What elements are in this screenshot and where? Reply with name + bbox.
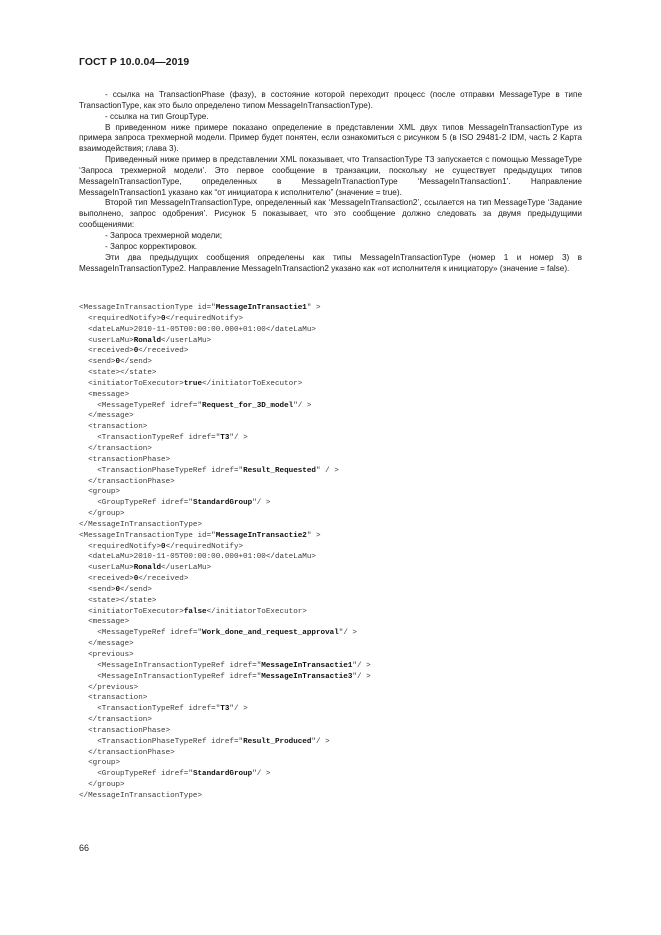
code-line — [79, 346, 371, 357]
code-line-value: MessageInTransactie1 — [261, 661, 353, 670]
code-line-value: false — [183, 607, 207, 616]
code-line — [79, 466, 371, 477]
code-line-value: 0 — [133, 347, 139, 356]
code-line — [79, 715, 371, 726]
code-line — [79, 542, 371, 553]
code-line — [79, 596, 371, 607]
code-line-tail: </userLaMu> — [161, 336, 212, 345]
paragraph-7: - Запрос корректировок. — [105, 241, 198, 251]
code-line-text: <received> — [79, 575, 134, 584]
code-line — [79, 401, 371, 412]
code-line — [79, 520, 371, 531]
code-line-text: <dateLaMu>2010-11-05T00:00:00.000+01:00</dateLaMu> — [79, 553, 316, 562]
code-line-value: Ronald — [133, 564, 162, 573]
code-line-text: </transactionPhase> — [79, 477, 175, 486]
code-line-tail: </initiatorToExecutor> — [202, 379, 303, 388]
code-line — [79, 487, 371, 498]
code-line-value: true — [183, 379, 203, 388]
paragraph-3: В приведенном ниже примере показано определение в представлении XML двух типов MessageInTransactionType из примера запроса трехмерной модели. Пример будет понятен, если ознакомиться с рисунком 5 (в ISO 29481-2 IDM, часть 2 Карта взаимодействия; глава 3). — [79, 122, 582, 154]
code-line-text: <TransactionPhaseTypeRef idref=" — [79, 466, 244, 475]
code-line-tail: "/ > — [229, 705, 248, 714]
code-line-tail: "/ > — [338, 629, 357, 638]
code-line-tail: "/ > — [293, 401, 312, 410]
code-line — [79, 726, 371, 737]
code-line-value: 0 — [161, 542, 166, 551]
code-line-value: Work_done_and_request_approval — [202, 629, 339, 638]
code-line-text: <MessageInTransactionTypeRef idref=" — [79, 672, 262, 681]
code-line — [79, 748, 371, 759]
code-line-text: <state></state> — [79, 596, 157, 605]
code-line — [79, 531, 371, 542]
code-line-text: <TransactionTypeRef idref=" — [79, 434, 221, 443]
code-line-text: <initiatorToExecutor> — [79, 607, 184, 616]
paragraph-1: - ссылка на TransactionPhase (фазу), в состояние которой переходит процесс (после отправки MessageType в типе TransactionType, как это было определено типом MessageInTransactionType). — [79, 90, 582, 110]
code-line-text: <MessageTypeRef idref=" — [79, 629, 203, 638]
paragraph-4: Приведенный ниже пример в представлении XML показывает, что TransactionType T3 запускается с помощью MessageType ‘Запроса трехмерной модели’. Это первое сообщение в транзакции, поскольку не существует предыдущих типов MessageInTransactionType, определенных в MessageInTranactionType ‘MessageInTransaction1’. Направление MessageInTransaction1 указано как “от инициатора к исполнителю” (значение = true). — [79, 155, 582, 197]
code-line — [79, 477, 371, 488]
code-line-tail: </received> — [138, 347, 189, 356]
code-line-value: MessageInTransactie2 — [215, 531, 307, 540]
code-line-text: <transaction> — [79, 423, 148, 432]
code-line-text: </message> — [79, 640, 134, 649]
code-line — [79, 314, 371, 325]
code-line-tail: " / > — [315, 466, 339, 475]
code-line-text: </transaction> — [79, 716, 152, 725]
code-line-text: <TransactionTypeRef idref=" — [79, 705, 221, 714]
code-line-tail: "/ > — [352, 661, 371, 670]
code-line — [79, 411, 371, 422]
code-line-text: <MessageInTransactionTypeRef idref=" — [79, 661, 262, 670]
code-line-text: <requiredNotify> — [79, 314, 162, 323]
page-header-standard: ГОСТ Р 10.0.04—2019 — [79, 57, 190, 68]
code-line-value: 0 — [161, 314, 166, 323]
code-line-text: <state></state> — [79, 369, 157, 378]
code-line — [79, 758, 371, 769]
code-line-value: Request_for_3D_model — [202, 401, 294, 410]
code-line-text: <send> — [79, 358, 116, 367]
paragraph-5: Второй тип MessageInTransactionType, определенный как ‘MessageInTransaction2’, ссылается на тип MessageType ‘Задание выполнено, запрос одобрения’. Рисунок 5 показывает, что это сообщение должно следовать за двумя предыдущими сообщениями: — [79, 198, 582, 230]
code-line-tail: </requiredNotify> — [165, 314, 244, 323]
code-line-text: <MessageTypeRef idref=" — [79, 401, 203, 410]
code-line — [79, 661, 371, 672]
code-line-text: <GroupTypeRef idref=" — [79, 770, 193, 779]
code-line-text: <requiredNotify> — [79, 542, 162, 551]
code-line — [79, 390, 371, 401]
code-line-text: <received> — [79, 347, 134, 356]
code-line-tail: </send> — [120, 585, 152, 594]
code-line-tail: "/ > — [252, 499, 271, 508]
code-line-tail: "/ > — [229, 434, 248, 443]
code-line — [79, 628, 371, 639]
paragraph-2: - ссылка на тип GroupType. — [105, 111, 209, 121]
paragraph-8: Эти два предыдущих сообщения определены как типы MessageInTransactionType (номер 1 и номер 3) в MessageInTransactionType2. Направление MessageInTransaction2 указано как «от исполнителя к инициатору» (значение = false). — [79, 252, 582, 273]
code-line-value: T3 — [220, 434, 230, 443]
code-line — [79, 780, 371, 791]
code-line — [79, 444, 371, 455]
code-line-value: StandardGroup — [192, 770, 253, 779]
code-line — [79, 563, 371, 574]
page-number: 66 — [79, 843, 90, 853]
code-line-value: 0 — [115, 358, 121, 367]
code-line-tail: </userLaMu> — [161, 564, 212, 573]
code-line — [79, 574, 371, 585]
code-line-text: <transactionPhase> — [79, 455, 171, 464]
code-line-text: <send> — [79, 585, 116, 594]
code-line-text: </group> — [79, 781, 125, 790]
code-line — [79, 650, 371, 661]
code-line-text: <initiatorToExecutor> — [79, 379, 184, 388]
code-line — [79, 325, 371, 336]
code-line — [79, 368, 371, 379]
code-line-text: </MessageInTransactionType> — [79, 791, 203, 800]
paragraph-6: - Запроса трехмерной модели; — [105, 230, 223, 240]
code-line-text: <userLaMu> — [79, 564, 134, 573]
code-line — [79, 683, 371, 694]
code-line-tail: " > — [306, 304, 321, 312]
code-line-text: <group> — [79, 759, 121, 768]
code-line — [79, 336, 371, 347]
code-line-text: <message> — [79, 390, 130, 399]
code-line-text: </message> — [79, 412, 134, 421]
code-line-value: Ronald — [133, 336, 162, 345]
code-line — [79, 607, 371, 618]
code-line-text: <TransactionPhaseTypeRef idref=" — [79, 737, 244, 746]
code-line-value: 0 — [115, 585, 121, 594]
code-line — [79, 617, 371, 628]
code-line-tail: "/ > — [311, 737, 330, 746]
code-line-tail: "/ > — [352, 672, 371, 681]
code-line-value: 0 — [133, 575, 139, 584]
code-line-tail: </received> — [138, 575, 189, 584]
code-line — [79, 379, 371, 390]
code-line — [79, 704, 371, 715]
code-line-text: </previous> — [79, 683, 139, 692]
code-line-text: </MessageInTransactionType> — [79, 520, 203, 529]
code-line-value: T3 — [220, 705, 230, 714]
code-line-value: Result_Produced — [243, 737, 312, 746]
code-line-value: MessageInTransactie3 — [261, 672, 353, 681]
code-line — [79, 455, 371, 466]
code-line-text: <dateLaMu>2010-11-05T00:00:00.000+01:00</dateLaMu> — [79, 325, 316, 334]
code-line-value: Result_Requested — [243, 466, 316, 475]
code-line-value: MessageInTransactie1 — [215, 304, 307, 312]
code-line-tail: </initiatorToExecutor> — [206, 607, 307, 616]
code-line — [79, 422, 371, 433]
code-line-text: <GroupTypeRef idref=" — [79, 499, 193, 508]
code-line-text: <previous> — [79, 651, 134, 659]
code-line-text: <userLaMu> — [79, 336, 134, 345]
code-line — [79, 433, 371, 444]
code-line-text: <MessageInTransactionType id=" — [79, 304, 216, 312]
code-line — [79, 509, 371, 520]
code-line — [79, 639, 371, 650]
code-line — [79, 585, 371, 596]
code-line-text: </transactionPhase> — [79, 748, 175, 757]
code-line — [79, 737, 371, 748]
code-line-text: <group> — [79, 488, 121, 497]
code-line — [79, 672, 371, 683]
code-line-tail: "/ > — [252, 770, 271, 779]
code-line-text: </transaction> — [79, 444, 152, 453]
xml-code-listing — [79, 303, 371, 802]
body-text — [79, 90, 582, 274]
code-line-text: <transactionPhase> — [79, 726, 171, 735]
code-line-text: </group> — [79, 510, 125, 519]
code-line — [79, 693, 371, 704]
code-line-text: <MessageInTransactionType id=" — [79, 531, 216, 540]
code-line — [79, 552, 371, 563]
code-line — [79, 498, 371, 509]
code-line — [79, 303, 371, 314]
code-line — [79, 357, 371, 368]
code-line — [79, 791, 371, 802]
code-line-tail: </send> — [120, 358, 152, 367]
code-line-text: <transaction> — [79, 694, 148, 703]
code-line-value: StandardGroup — [192, 499, 253, 508]
code-line — [79, 769, 371, 780]
code-line-tail: " > — [306, 531, 321, 540]
code-line-text: <message> — [79, 618, 130, 627]
code-line-tail: </requiredNotify> — [165, 542, 244, 551]
